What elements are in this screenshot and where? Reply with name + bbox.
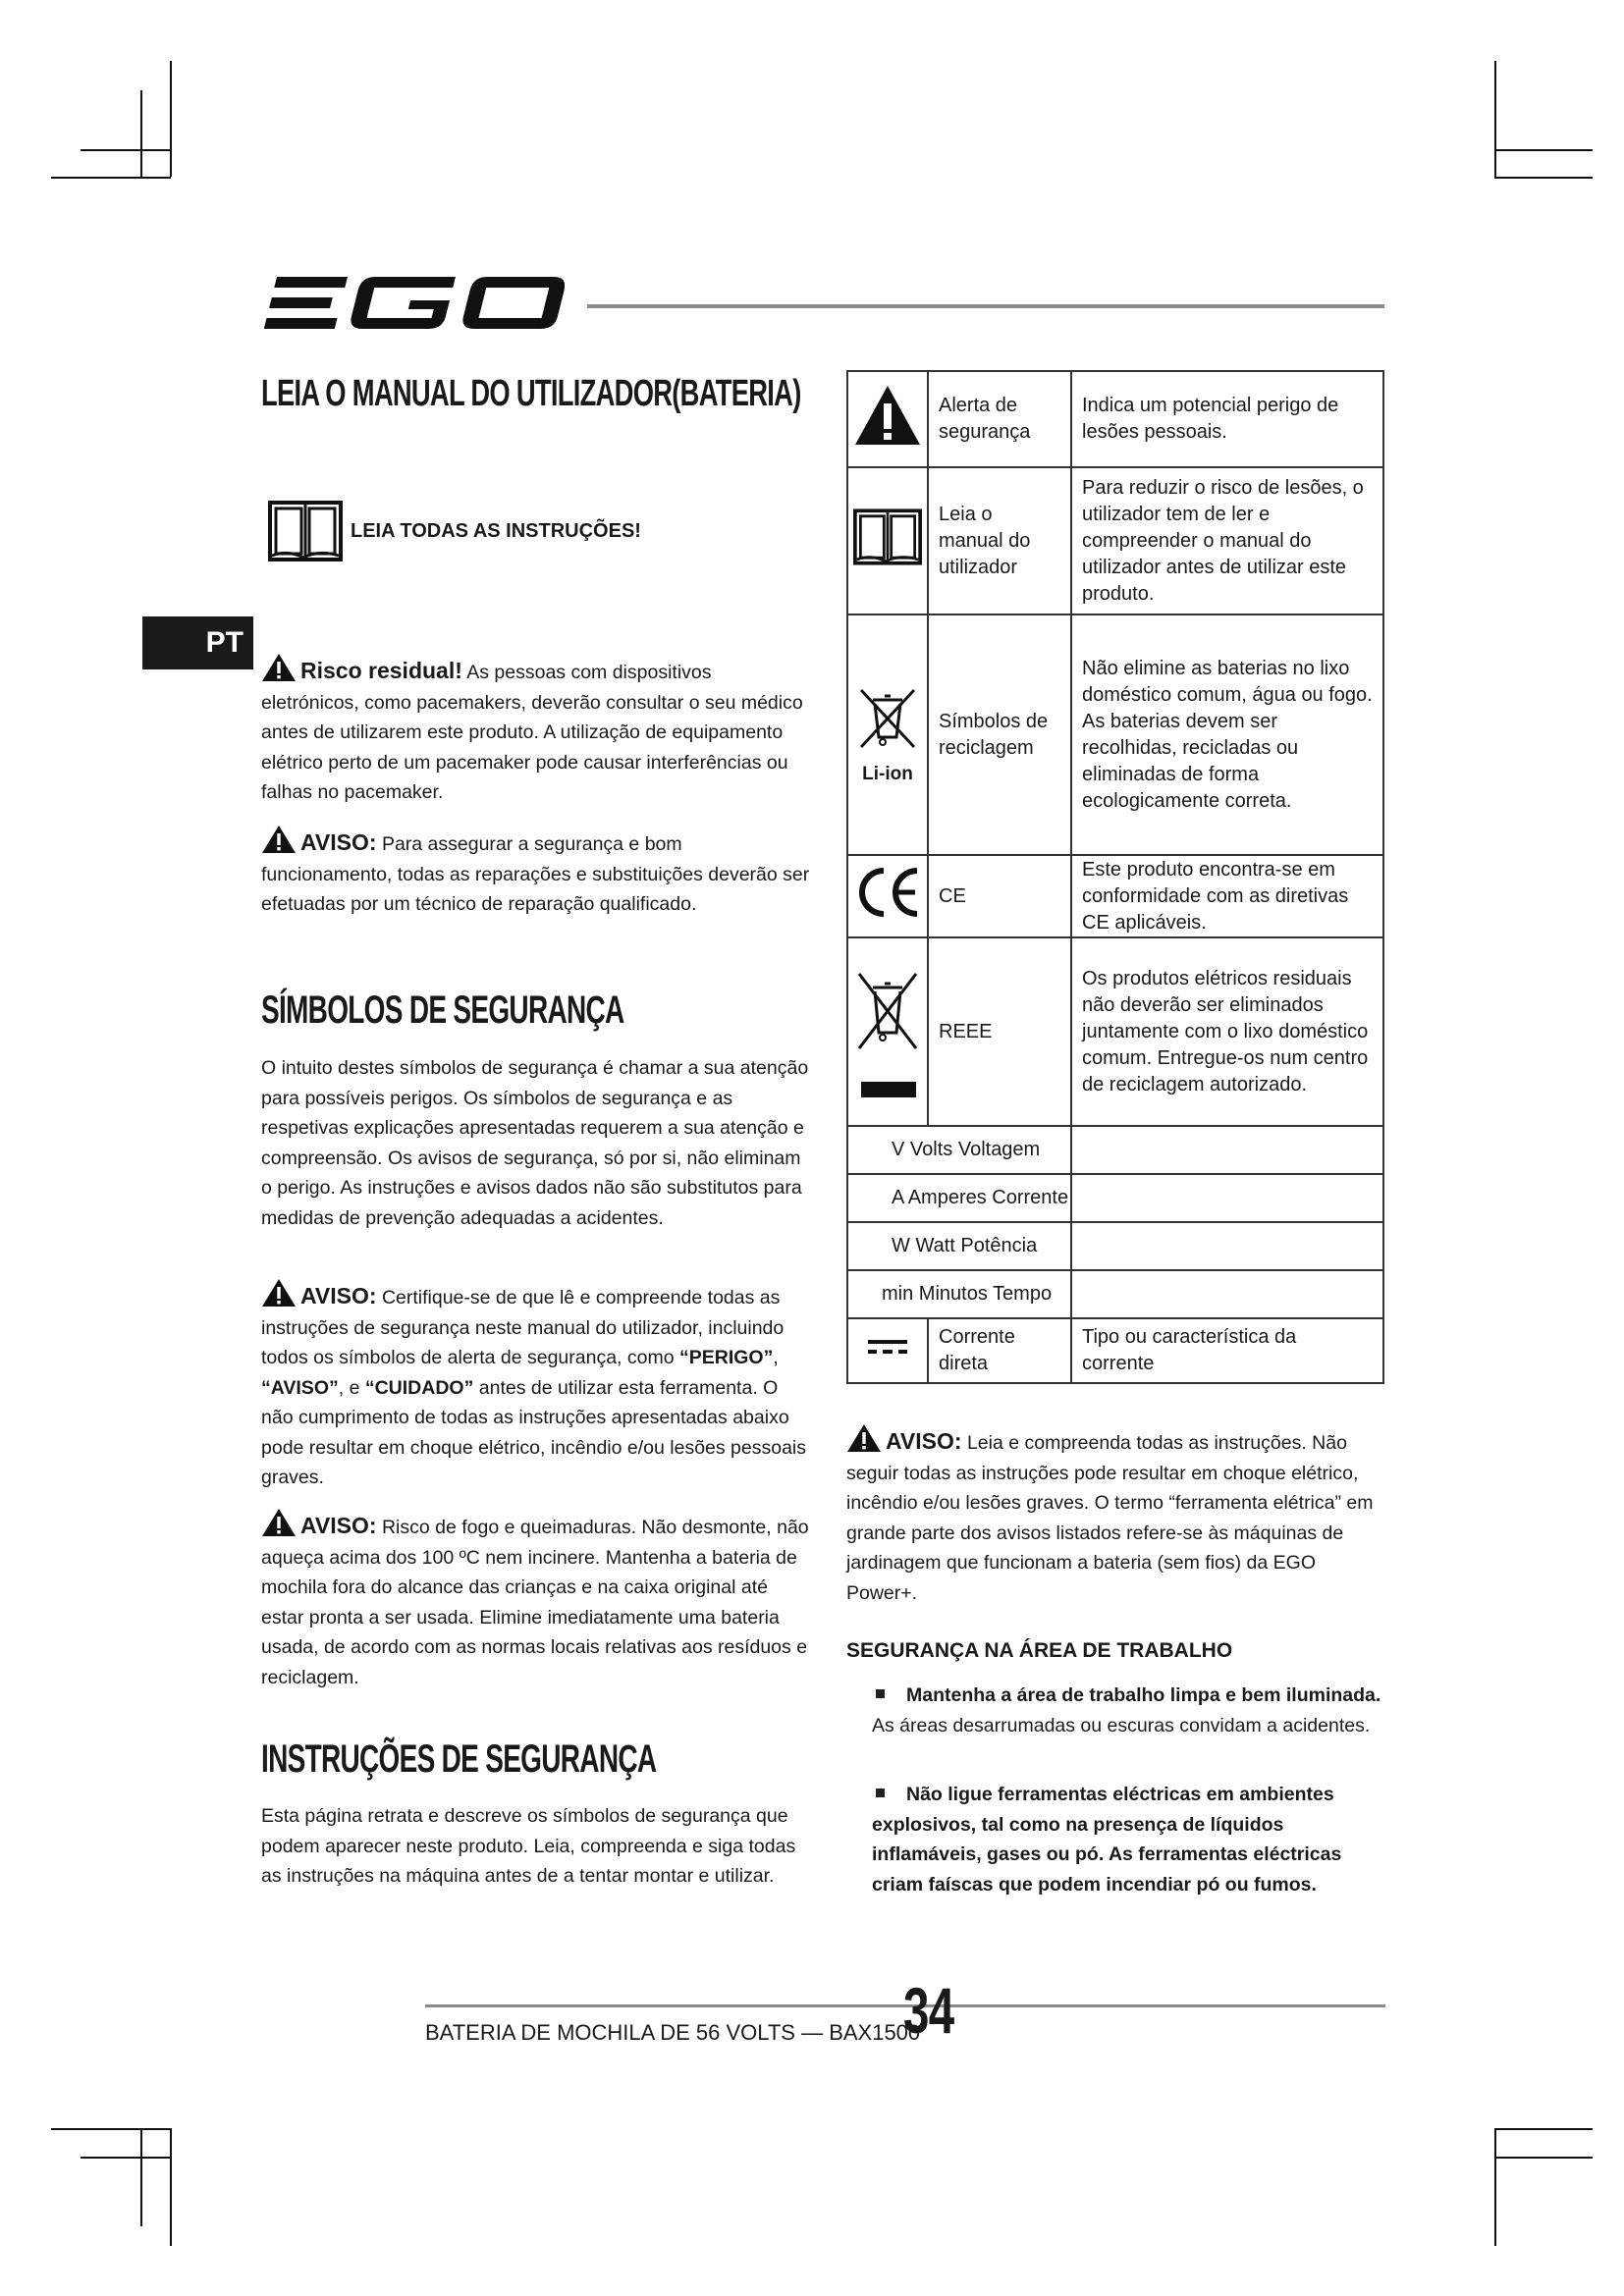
table-cell-desc	[1071, 1270, 1383, 1318]
signal-word-cuidado: “CUIDADO”	[364, 1376, 474, 1399]
crop-mark	[1494, 177, 1593, 179]
language-tab: PT	[142, 616, 253, 669]
table-cell-name: Símbolos de reciclagem	[928, 614, 1071, 855]
table-cell-icon	[847, 467, 928, 614]
crop-mark	[81, 149, 171, 151]
crop-mark	[1494, 2128, 1496, 2246]
residual-risk-paragraph	[261, 653, 811, 808]
crop-mark	[51, 177, 171, 179]
table-row	[847, 937, 1383, 1126]
crop-mark	[1494, 2157, 1593, 2159]
safety-instructions-heading: INSTRUÇÕES DE SEGURANÇA	[261, 1737, 657, 1781]
warning-read-manual-paragraph	[261, 1278, 811, 1493]
bullet-bold: Não ligue ferramentas eléctricas em ambientes explosivos, tal como na presença de líquidos inflamáveis, gases ou pó. As ferramentas eléctricas criam faíscas que podem incendiar pó ou fumos.	[872, 1784, 1342, 1896]
table-row	[847, 614, 1383, 855]
table-row	[847, 1126, 1383, 1174]
symbols-table	[846, 370, 1384, 1384]
table-cell-desc	[1071, 1222, 1383, 1270]
signal-word-perigo: “PERIGO”	[679, 1347, 774, 1368]
list-item	[872, 1681, 1384, 1740]
table-cell-unit: W Watt Potência	[847, 1222, 1071, 1270]
weee-bin-icon	[853, 954, 922, 1101]
recycle-bin-icon	[853, 682, 922, 751]
warning-text: Para assegurar a segurança e bom funcionamento, todas as reparações e substituições deverão ser efetuadas por um técnico de reparação qualificado.	[261, 833, 810, 915]
table-cell-desc: Não elimine as baterias no lixo doméstico comum, água ou fogo. As baterias devem ser recolhidas, recicladas ou eliminadas de forma ecologicamente correta.	[1071, 614, 1383, 855]
table-cell-icon	[847, 855, 928, 937]
table-cell-icon	[847, 937, 928, 1126]
residual-risk-text: As pessoas com dispositivos eletrónicos, como pacemakers, deverão consultar o seu médico antes de utilizarem este produto. A utilização de equipamento elétrico perto de um pacemaker pode causar interferências ou falhas no pacemaker.	[261, 662, 803, 803]
table-row	[847, 855, 1383, 937]
table-row	[847, 467, 1383, 614]
table-cell-unit: min Minutos Tempo	[847, 1270, 1071, 1318]
crop-mark	[81, 2157, 171, 2159]
table-row	[847, 371, 1383, 467]
warning-triangle-icon	[261, 1278, 297, 1308]
crop-mark	[1494, 2128, 1593, 2130]
bullet-bold: Mantenha a área de trabalho limpa e bem iluminada.	[906, 1684, 1381, 1706]
table-cell-name: Leia o manual do utilizador	[928, 467, 1071, 614]
direct-current-icon	[858, 1332, 917, 1362]
symbols-intro-paragraph: O intuito destes símbolos de segurança é chamar a sua atenção para possíveis perigos. Os símbolos de segurança e as respetivas explicações apresentadas requerem a sua atenção e compreensão. Os avisos de segurança, só por si, não eliminam o perigo. As instruções e avisos dados não são substitutos para medidas de prevenção adequadas a acidentes.	[261, 1057, 809, 1229]
crop-mark	[170, 61, 172, 177]
warning-triangle-icon	[261, 1508, 297, 1537]
table-cell-desc: Este produto encontra-se em conformidade com as diretivas CE aplicáveis.	[1071, 855, 1383, 937]
table-cell-icon	[847, 1318, 928, 1383]
table-cell-desc: Para reduzir o risco de lesões, o utilizador tem de ler e compreender o manual do utilizador antes de utilizar este produto.	[1071, 467, 1383, 614]
crop-mark	[140, 90, 142, 179]
page-number: 34	[903, 1974, 954, 2047]
read-all-note	[268, 499, 641, 563]
crop-mark	[170, 2128, 172, 2246]
table-row	[847, 1174, 1383, 1222]
residual-risk-lead: Risco residual!	[300, 658, 462, 683]
table-cell-unit: V Volts Voltagem	[847, 1126, 1071, 1174]
instructions-paragraph: Esta página retrata e descreve os símbolos de segurança que podem aparecer neste produto. Leia, compreenda e siga todas as instruções na máquina antes de a tentar montar e utilizar.	[261, 1805, 796, 1887]
signal-separator: , e	[338, 1376, 365, 1399]
crop-mark	[1494, 149, 1593, 151]
list-item	[872, 1780, 1384, 1899]
warning-triangle-icon	[846, 1423, 882, 1453]
warning-triangle-icon	[261, 653, 297, 682]
table-row	[847, 1318, 1383, 1383]
read-all-label: LEIA TODAS AS INSTRUÇÕES!	[351, 519, 641, 542]
crop-mark	[140, 2128, 142, 2226]
warning-fire-paragraph	[261, 1508, 811, 1692]
table-cell-name: CE	[928, 855, 1071, 937]
safety-symbols-heading: SÍMBOLOS DE SEGURANÇA	[261, 988, 624, 1032]
crop-mark	[51, 2128, 171, 2130]
manual-book-icon	[268, 499, 343, 563]
bullet-icon	[876, 1689, 885, 1698]
table-cell-icon	[847, 371, 928, 467]
warning-triangle-icon	[261, 825, 297, 854]
bullet-icon	[876, 1789, 885, 1797]
ce-mark-icon	[852, 865, 923, 920]
signal-separator: ,	[773, 1347, 779, 1368]
signal-word-aviso: “AVISO”	[261, 1376, 339, 1399]
table-row	[847, 1270, 1383, 1318]
warning-triangle-icon	[853, 384, 922, 447]
footer-product-name: BATERIA DE MOCHILA DE 56 VOLTS — BAX1500	[425, 2020, 921, 2045]
manual-book-icon	[853, 507, 922, 567]
table-cell-desc: Os produtos elétricos residuais não deverão ser eliminados juntamente com o lixo doméstico comum. Entregue-os num centro de reciclagem autorizado.	[1071, 937, 1383, 1126]
warning-repair-paragraph	[261, 825, 811, 920]
table-cell-desc	[1071, 1126, 1383, 1174]
table-cell-desc	[1071, 1174, 1383, 1222]
ego-logo	[260, 273, 565, 334]
table-cell-name: Alerta de segurança	[928, 371, 1071, 467]
warning-lead: AVISO:	[886, 1428, 962, 1454]
bullet-text: As áreas desarrumadas ou escuras convidam a acidentes.	[872, 1714, 1371, 1736]
table-cell-desc: Tipo ou característica da corrente	[1071, 1318, 1383, 1383]
table-cell-name: Corrente direta	[928, 1318, 1071, 1383]
work-area-safety-heading: SEGURANÇA NA ÁREA DE TRABALHO	[846, 1639, 1233, 1662]
warning-text: Leia e compreenda todas as instruções. Não seguir todas as instruções pode resultar em choque elétrico, incêndio e/ou lesões graves. O termo “ferramenta elétrica” em grande parte dos avisos listados refere-se às máquinas de jardinagem que funcionam a bateria (sem fios) da EGO Power+.	[846, 1432, 1374, 1604]
table-cell-icon	[847, 614, 928, 855]
table-cell-unit: A Amperes Corrente	[847, 1174, 1071, 1222]
warning-text-b: antes de utilizar esta ferramenta. O não cumprimento de todas as instruções apresentadas abaixo pode resultar em choque elétrico, incêndio e/ou lesões pessoais graves.	[261, 1376, 807, 1488]
li-ion-label: Li-ion	[862, 764, 913, 784]
table-row	[847, 1222, 1383, 1270]
warning-text-a: Certifique-se de que lê e compreende todas as instruções de segurança neste manual do utilizador, incluindo todos os símbolos de alerta de segurança, como	[261, 1287, 785, 1368]
warning-lead: AVISO:	[300, 829, 377, 855]
table-cell-desc: Indica um potencial perigo de lesões pessoais.	[1071, 371, 1383, 467]
table-cell-name: REEE	[928, 937, 1071, 1126]
warning-lead: AVISO:	[300, 1283, 377, 1308]
warning-lead: AVISO:	[300, 1513, 377, 1538]
warning-power-tool-paragraph	[846, 1423, 1384, 1608]
warning-text: Risco de fogo e queimaduras. Não desmonte, não aqueça acima dos 100 ºC nem incinere. Mantenha a bateria de mochila fora do alcance das crianças e na caixa original até estar pronta a ser usada. Elimine imediatamente uma bateria usada, de acordo com as normas locais relativas aos resíduos e reciclagem.	[261, 1517, 809, 1688]
header-rule	[587, 304, 1384, 308]
page-title: LEIA O MANUAL DO UTILIZADOR(BATERIA)	[261, 373, 801, 414]
crop-mark	[1494, 61, 1496, 177]
